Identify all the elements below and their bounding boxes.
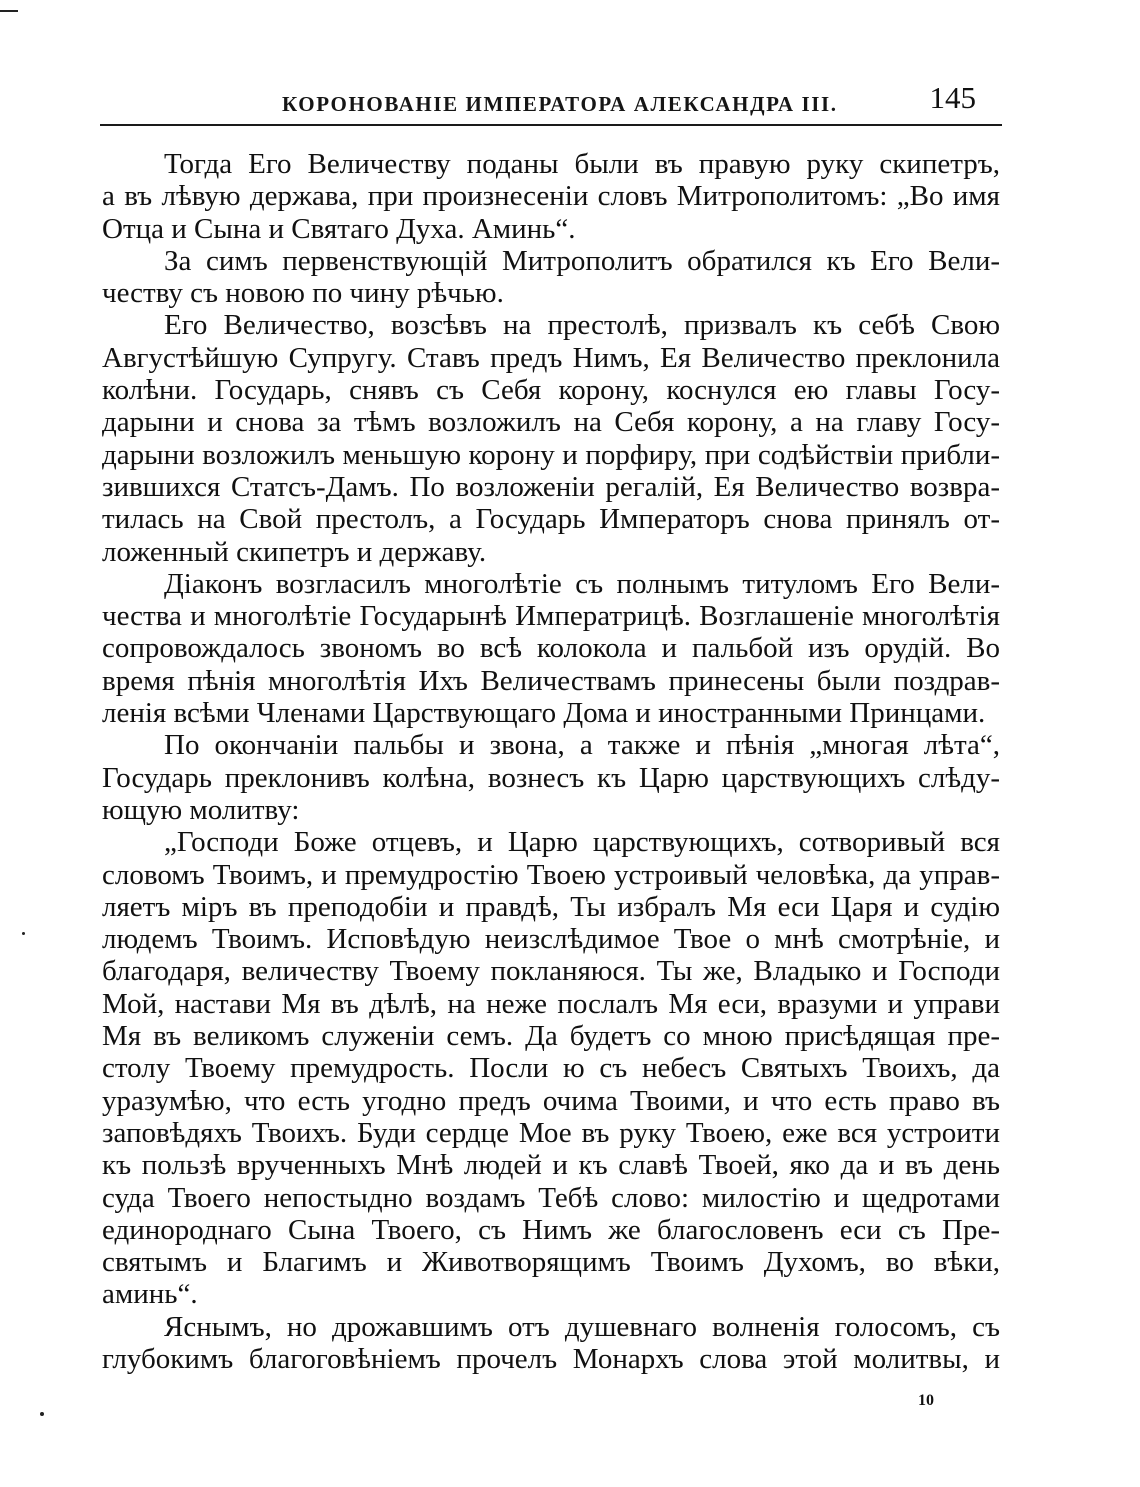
text-line: Отца и Сына и Святаго Духа. Аминь“. xyxy=(102,212,576,245)
text-line: къ пользѣ врученныхъ Мнѣ людей и къ славѣ Твоей, яко да и въ день xyxy=(102,1149,1000,1182)
text-line: ленія всѣми Членами Царствующаго Дома и иностранными Принцами. xyxy=(102,697,986,730)
scan-speck xyxy=(22,932,25,935)
text-line: „Господи Боже отцевъ, и Царю царствующихъ, сотворивый вся xyxy=(164,826,1000,859)
paragraph-5 xyxy=(102,729,1000,826)
text-line: столу Твоему премудрость. Посли ю съ небесъ Святыхъ Твоихъ, да xyxy=(102,1052,1000,1085)
text-line: дарыни и снова за тѣмъ возложилъ на Себя корону, а на главу Госу- xyxy=(102,406,1000,439)
paragraph-1 xyxy=(102,148,1000,245)
text-line: колѣни. Государь, снявъ съ Себя корону, коснулся ею главы Госу- xyxy=(102,374,1000,407)
text-line: Его Величество, возсѣвъ на престолѣ, призвалъ къ себѣ Свою xyxy=(164,309,1000,342)
text-line: а въ лѣвую держава, при произнесеніи словъ Митрополитомъ: „Во имя xyxy=(102,180,1000,213)
text-line: чества и многолѣтіе Государынѣ Императрицѣ. Возглашеніе многолѣтія xyxy=(102,600,1000,633)
text-line: Августѣйшую Супругу. Ставъ предъ Нимъ, Ея Величество преклонила xyxy=(102,341,1000,374)
text-line: ляетъ міръ въ преподобіи и правдѣ, Ты избралъ Мя еси Царя и судію xyxy=(102,890,1000,923)
body-text xyxy=(102,148,1000,1375)
text-line: Мя въ великомъ служеніи семъ. Да будетъ со мною присѣдящая пре- xyxy=(102,1020,1000,1053)
text-line: ющую молитву: xyxy=(102,793,300,826)
text-line: время пѣнія многолѣтія Ихъ Величествамъ принесены были поздрав- xyxy=(102,664,1000,697)
page-number: 145 xyxy=(929,80,976,115)
scan-speck xyxy=(40,1412,44,1416)
paragraph-7 xyxy=(102,1311,1000,1376)
paragraph-4 xyxy=(102,568,1000,729)
text-line: глубокимъ благоговѣніемъ прочелъ Монархъ слова этой молитвы, и xyxy=(102,1342,1000,1375)
text-line: единороднаго Сына Твоего, съ Нимъ же благословенъ еси съ Пре- xyxy=(102,1213,1000,1246)
page-header xyxy=(100,80,1002,126)
text-line: Государь преклонивъ колѣна, вознесъ къ Царю царствующихъ слѣду- xyxy=(102,761,1000,794)
paragraph-2 xyxy=(102,245,1000,310)
text-line: аминь“. xyxy=(102,1278,198,1311)
scan-corner-mark xyxy=(0,10,18,12)
text-line: Яснымъ, но дрожавшимъ отъ душевнаго волненія голосомъ, съ xyxy=(164,1310,1000,1343)
paragraph-3 xyxy=(102,309,1000,567)
text-line: благодаря, величеству Твоему покланяюся. Ты же, Владыко и Господи xyxy=(102,955,1000,988)
text-line: заповѣдяхъ Твоихъ. Буди сердце Мое въ руку Твоею, еже вся устроити xyxy=(102,1116,1000,1149)
text-line: Мой, настави Мя въ дѣлѣ, на неже послалъ Мя еси, вразуми и управи xyxy=(102,987,1000,1020)
running-title: КОРОНОВАНІЕ ИМПЕРАТОРА АЛЕКСАНДРА III. xyxy=(282,92,838,116)
text-line: ложенный скипетръ и державу. xyxy=(102,535,487,568)
prayer-paragraph xyxy=(102,826,1000,1310)
text-line: честву съ новою по чину рѣчью. xyxy=(102,277,504,310)
text-line: тилась на Свой престолъ, а Государь Императоръ снова принялъ от- xyxy=(102,503,1000,536)
text-line: уразумѣю, что есть угодно предъ очима Твоими, и что есть право въ xyxy=(102,1084,1000,1117)
text-line: По окончаніи пальбы и звона, а также и пѣнія „многая лѣта“, xyxy=(164,729,1000,762)
text-line: Тогда Его Величеству поданы были въ правую руку скипетръ, xyxy=(164,148,1000,180)
text-line: дарыни возложилъ меньшую корону и порфиру, при содѣйствіи прибли- xyxy=(102,438,1000,471)
text-line: За симъ первенствующій Митрополитъ обратился къ Его Вели- xyxy=(164,244,1000,277)
header-rule xyxy=(100,124,1002,126)
signature-mark: 10 xyxy=(918,1392,934,1409)
text-line: Діаконъ возгласилъ многолѣтіе съ полнымъ титуломъ Его Вели- xyxy=(164,567,1000,600)
text-line: словомъ Твоимъ, и премудростію Твоею устроивый человѣка, да управ- xyxy=(102,858,1000,891)
text-line: сопровождалось звономъ во всѣ колокола и пальбой изъ орудій. Во xyxy=(102,632,1000,665)
text-line: святымъ и Благимъ и Животворящимъ Твоимъ Духомъ, во вѣки, xyxy=(102,1246,1000,1279)
text-line: людемъ Твоимъ. Исповѣдую неизслѣдимое Твое о мнѣ смотрѣніе, и xyxy=(102,923,1000,956)
text-line: зившихся Статсъ-Дамъ. По возложеніи регалій, Ея Величество возвра- xyxy=(102,470,1000,503)
text-line: суда Твоего непостыдно воздамъ Тебѣ слово: милостію и щедротами xyxy=(102,1181,1000,1214)
